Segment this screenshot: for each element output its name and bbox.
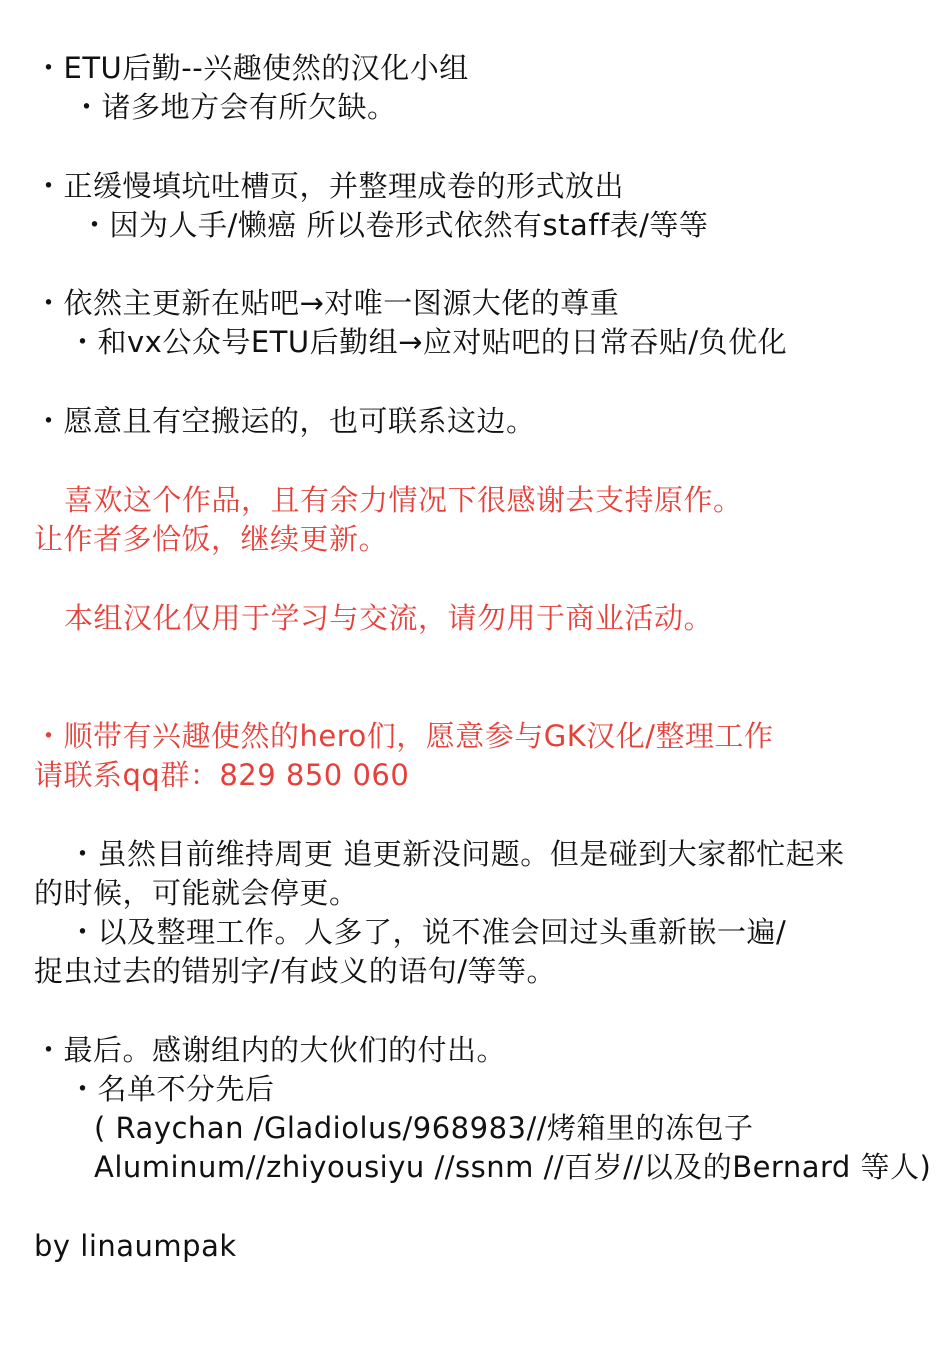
credits-names-line2: Aluminum//zhiyousiyu //ssnm //百岁//以及的Bernard 等人) (94, 1150, 932, 1184)
section1-line2: ・诸多地方会有所欠缺。 (72, 90, 397, 124)
section2-line1: ・正缓慢填坑吐槽页，并整理成卷的形式放出 (34, 169, 625, 203)
non-commercial-line: 本组汉化仅用于学习与交流，请勿用于商业活动。 (64, 601, 714, 635)
section4-line1: ・愿意且有空搬运的，也可联系这边。 (34, 404, 536, 438)
section2-line2: ・因为人手/懒癌 所以卷形式依然有staff表/等等 (80, 208, 709, 242)
qq-group-line: 请联系qq群：829 850 060 (34, 758, 410, 792)
section5-line3: ・以及整理工作。人多了，说不准会回过头重新嵌一遍/ (68, 915, 787, 949)
credits-names-line1: ( Raychan /Gladiolus/968983//烤箱里的冻包子 (94, 1111, 754, 1145)
credits-line2: ・名单不分先后 (68, 1072, 275, 1106)
section3-line2: ・和vx公众号ETU后勤组→应对贴吧的日常吞贴/负优化 (68, 325, 788, 359)
signature: by linaumpak (34, 1229, 237, 1263)
support-author-line: 让作者多恰饭，继续更新。 (34, 522, 389, 556)
section3-line1: ・依然主更新在贴吧→对唯一图源大佬的尊重 (34, 286, 620, 320)
support-original-line: 喜欢这个作品，且有余力情况下很感谢去支持原作。 (64, 483, 743, 517)
section5-line1: ・虽然目前维持周更 追更新没问题。但是碰到大家都忙起来 (68, 837, 845, 871)
section5-line2: 的时候，可能就会停更。 (34, 876, 359, 910)
section1-line1: ・ETU后勤--兴趣使然的汉化小组 (34, 51, 469, 85)
recruit-line: ・顺带有兴趣使然的hero们，愿意参与GK汉化/整理工作 (34, 719, 774, 753)
credits-line1: ・最后。感谢组内的大伙们的付出。 (34, 1033, 507, 1067)
section5-line4: 捉虫过去的错别字/有歧义的语句/等等。 (34, 954, 557, 988)
